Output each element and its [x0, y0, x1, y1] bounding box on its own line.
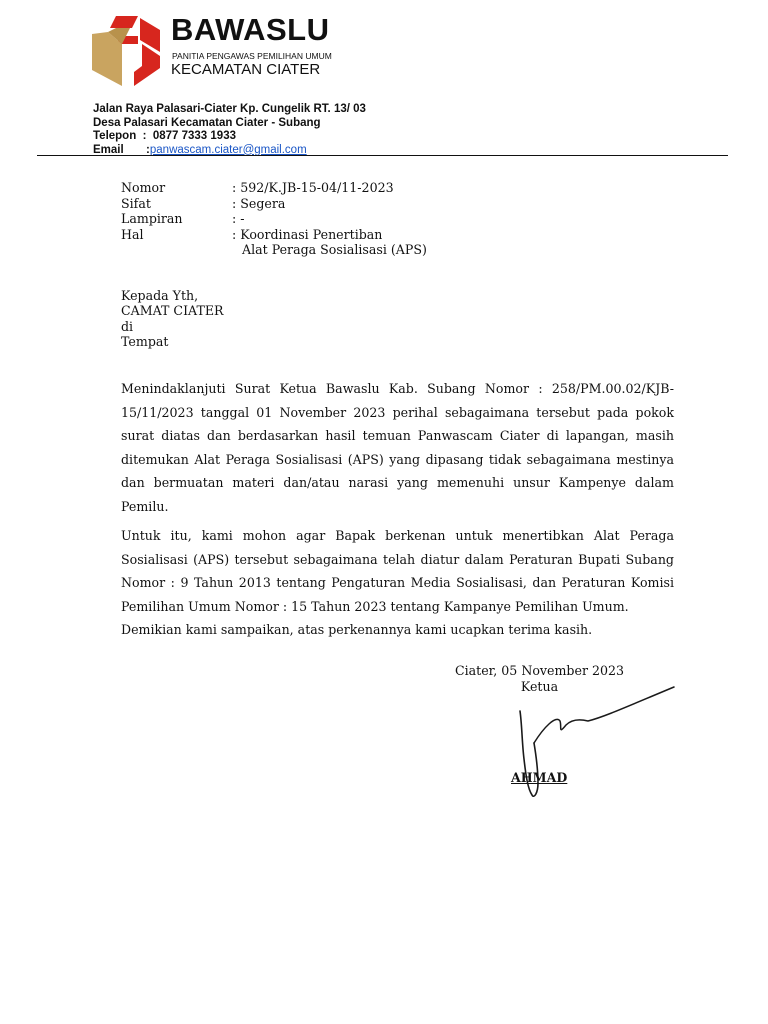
meta-row-lampiran — [121, 211, 427, 227]
handwritten-signature — [508, 685, 678, 803]
meta-row-hal — [121, 227, 427, 243]
org-unit: KECAMATAN CIATER — [171, 61, 321, 78]
letterhead-divider — [37, 155, 728, 156]
email-link[interactable]: panwascam.ciater@gmail.com — [149, 143, 307, 156]
email-label: Email : — [93, 143, 150, 156]
body-paragraph-1: Menindaklanjuti Surat Ketua Bawaslu Kab. Subang Nomor : 258/PM.00.02/KJB-15/11/2023 tanggal 01 November 2023 perihal sebagaimana tersebut pada pokok surat diatas dan berdasarkan hasil temuan Panwascam Ciater di lapangan, masih ditemukan Alat Peraga Sosialisasi (APS) yang dipasang tidak sebagaimana mestinya dan bermuatan materi dan/atau narasi yang memenuhi unsur Kampenye dalam Pemilu. — [121, 381, 674, 514]
recipient-greeting: Kepada Yth, — [121, 288, 199, 303]
meta-label: Lampiran — [121, 211, 183, 226]
phone-line: Telepon : 0877 7333 1933 — [93, 130, 236, 142]
meta-value: : - — [232, 211, 245, 226]
signer-name: AHMAD — [511, 770, 568, 785]
org-subtitle: PANITIA PENGAWAS PEMILIHAN UMUM — [172, 51, 332, 61]
recipient-block — [121, 288, 224, 350]
signature-place-date: Ciater, 05 November 2023 — [454, 663, 625, 678]
address-line-1: Jalan Raya Palasari-Ciater Kp. Cungelik RT. 13/ 03 — [93, 103, 366, 115]
recipient-di: di — [121, 318, 134, 334]
meta-value: : 592/K.JB-15-04/11-2023 — [232, 180, 394, 195]
meta-value: : Koordinasi Penertiban — [232, 226, 383, 242]
body-paragraph-2: Untuk itu, kami mohon agar Bapak berkenan untuk menertibkan Alat Peraga Sosialisasi (APS) tersebut sebagaimana telah diatur dalam Peraturan Bupati Subang Nomor : 9 Tahun 2013 tentang Pengaturan Media Sosialisasi, dan Peraturan Komisi Pemilihan Umum Nomor : 15 Tahun 2023 tentang Kampanye Pemilihan Umum. — [121, 528, 674, 614]
meta-label: Sifat — [121, 195, 151, 211]
address-line-2: Desa Palasari Kecamatan Ciater - Subang — [93, 116, 321, 129]
org-name: BAWASLU — [171, 12, 330, 47]
letterhead-address — [93, 103, 366, 157]
letter-body — [121, 377, 674, 642]
meta-label: Hal — [121, 226, 144, 242]
bawaslu-logo — [90, 14, 162, 88]
signature-position: Ketua — [520, 678, 559, 694]
recipient-place: Tempat — [121, 334, 169, 350]
meta-row-nomor — [121, 180, 427, 196]
body-paragraph-3: Demikian kami sampaikan, atas perkenannya kami ucapkan terima kasih. — [121, 622, 593, 637]
recipient-name: CAMAT CIATER — [121, 303, 224, 319]
meta-hal-continuation: Alat Peraga Sosialisasi (APS) — [242, 242, 427, 257]
meta-label: Nomor — [121, 180, 166, 195]
meta-value: : Segera — [232, 195, 286, 211]
meta-row-sifat — [121, 196, 427, 212]
letter-meta — [121, 180, 427, 258]
